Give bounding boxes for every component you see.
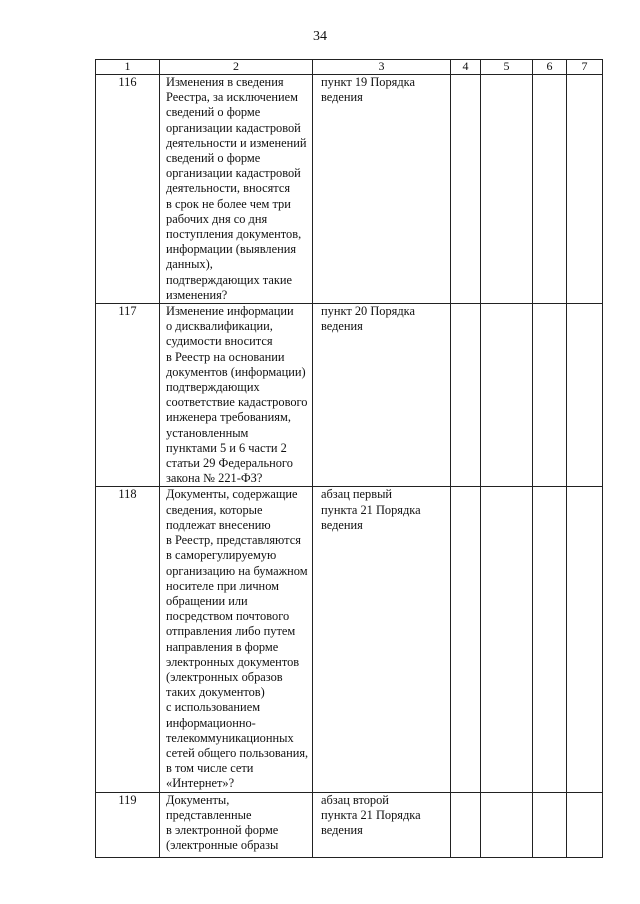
answer-cell-4[interactable] bbox=[451, 304, 481, 487]
requirement-text bbox=[160, 304, 313, 487]
row-number: 117 bbox=[96, 304, 160, 487]
header-col-5: 5 bbox=[481, 60, 533, 75]
reference-text bbox=[313, 792, 451, 857]
answer-cell-4[interactable] bbox=[451, 487, 481, 792]
text-line: деятельности, вносятся bbox=[166, 181, 291, 196]
text-line: с использованием bbox=[166, 700, 261, 715]
requirement-text bbox=[160, 792, 313, 857]
text-line: Реестра, за исключением bbox=[166, 90, 298, 105]
answer-cell-7[interactable] bbox=[567, 304, 603, 487]
answer-cell-6[interactable] bbox=[533, 75, 567, 304]
requirement-text bbox=[160, 487, 313, 792]
header-row bbox=[96, 60, 603, 75]
text-line: закона № 221-ФЗ? bbox=[166, 471, 263, 486]
text-line: соответствие кадастрового bbox=[166, 395, 308, 410]
answer-cell-7[interactable] bbox=[567, 487, 603, 792]
header-col-4: 4 bbox=[451, 60, 481, 75]
text-line: (электронных образов bbox=[166, 669, 283, 684]
answer-cell-6[interactable] bbox=[533, 304, 567, 487]
text-line: в Реестр на основании bbox=[166, 349, 285, 364]
page-number: 34 bbox=[313, 29, 327, 44]
text-line: Документы, bbox=[166, 792, 230, 807]
text-line: изменения? bbox=[166, 287, 228, 302]
ref-line: пункт 19 Порядка bbox=[321, 75, 415, 89]
text-line: в саморегулируемую bbox=[166, 548, 277, 563]
text-line: Изменения в сведения bbox=[166, 75, 284, 89]
text-line: обращении или bbox=[166, 593, 248, 608]
text-line: носителе при личном bbox=[166, 578, 279, 593]
answer-cell-5[interactable] bbox=[481, 792, 533, 857]
text-line: организации кадастровой bbox=[166, 166, 301, 181]
header-col-3: 3 bbox=[313, 60, 451, 75]
ref-line: пункта 21 Порядка bbox=[321, 502, 421, 517]
text-line: таких документов) bbox=[166, 685, 265, 700]
answer-cell-7[interactable] bbox=[567, 75, 603, 304]
text-line: телекоммуникационных bbox=[166, 730, 294, 745]
reference-text bbox=[313, 75, 451, 304]
checklist-table bbox=[95, 59, 603, 858]
ref-line: ведения bbox=[321, 90, 363, 105]
text-line: в срок не более чем три bbox=[166, 196, 291, 211]
row-number: 119 bbox=[96, 792, 160, 857]
requirement-text bbox=[160, 75, 313, 304]
text-line: о дисквалификации, bbox=[166, 319, 273, 334]
table-row bbox=[96, 75, 603, 304]
table-row bbox=[96, 792, 603, 857]
text-line: данных), bbox=[166, 257, 213, 272]
text-line: инженера требованиям, bbox=[166, 410, 291, 425]
text-line: статьи 29 Федерального bbox=[166, 456, 293, 471]
ref-line: ведения bbox=[321, 822, 363, 837]
text-line: «Интернет»? bbox=[166, 776, 235, 791]
text-line: подтверждающих bbox=[166, 380, 260, 395]
answer-cell-5[interactable] bbox=[481, 75, 533, 304]
ref-line: пункт 20 Порядка bbox=[321, 304, 415, 319]
ref-line: абзац второй bbox=[321, 792, 389, 807]
answer-cell-7[interactable] bbox=[567, 792, 603, 857]
header-col-1: 1 bbox=[96, 60, 160, 75]
text-line: организацию на бумажном bbox=[166, 563, 308, 578]
text-line: сведений о форме bbox=[166, 151, 261, 166]
text-line: Документы, содержащие bbox=[166, 487, 298, 502]
text-line: пунктами 5 и 6 части 2 bbox=[166, 440, 287, 455]
text-line: деятельности и изменений bbox=[166, 135, 307, 150]
text-line: подлежат внесению bbox=[166, 517, 271, 532]
reference-text bbox=[313, 304, 451, 487]
text-line: представленные bbox=[166, 807, 252, 822]
text-line: организации кадастровой bbox=[166, 120, 301, 135]
text-line: информационно- bbox=[166, 715, 256, 730]
text-line: подтверждающих такие bbox=[166, 272, 292, 287]
ref-line: абзац первый bbox=[321, 487, 393, 502]
text-line: установленным bbox=[166, 425, 249, 440]
text-line: отправления либо путем bbox=[166, 624, 296, 639]
ref-line: пункта 21 Порядка bbox=[321, 807, 421, 822]
text-line: судимости вносится bbox=[166, 334, 273, 349]
text-line: сведения, которые bbox=[166, 502, 263, 517]
table-row bbox=[96, 304, 603, 487]
text-line: поступления документов, bbox=[166, 227, 302, 242]
row-number: 116 bbox=[96, 75, 160, 304]
answer-cell-5[interactable] bbox=[481, 304, 533, 487]
text-line: Изменение информации bbox=[166, 304, 294, 319]
text-line: (электронные образы bbox=[166, 838, 279, 853]
text-line: электронных документов bbox=[166, 654, 300, 669]
table-row bbox=[96, 487, 603, 792]
text-line: направления в форме bbox=[166, 639, 279, 654]
text-line: в электронной форме bbox=[166, 822, 279, 837]
text-line: в Реестр, представляются bbox=[166, 533, 301, 548]
answer-cell-4[interactable] bbox=[451, 75, 481, 304]
text-line: рабочих дня со дня bbox=[166, 211, 268, 226]
text-line: сетей общего пользования, bbox=[166, 745, 309, 760]
header-col-2: 2 bbox=[160, 60, 313, 75]
text-line: сведений о форме bbox=[166, 105, 261, 120]
header-col-7: 7 bbox=[567, 60, 603, 75]
ref-line: ведения bbox=[321, 517, 363, 532]
ref-line: ведения bbox=[321, 319, 363, 334]
answer-cell-6[interactable] bbox=[533, 792, 567, 857]
text-line: информации (выявления bbox=[166, 242, 297, 257]
text-line: в том числе сети bbox=[166, 761, 254, 776]
answer-cell-6[interactable] bbox=[533, 487, 567, 792]
answer-cell-4[interactable] bbox=[451, 792, 481, 857]
header-col-6: 6 bbox=[533, 60, 567, 75]
reference-text bbox=[313, 487, 451, 792]
text-line: документов (информации) bbox=[166, 364, 306, 379]
answer-cell-5[interactable] bbox=[481, 487, 533, 792]
text-line: посредством почтового bbox=[166, 609, 290, 624]
row-number: 118 bbox=[96, 487, 160, 792]
